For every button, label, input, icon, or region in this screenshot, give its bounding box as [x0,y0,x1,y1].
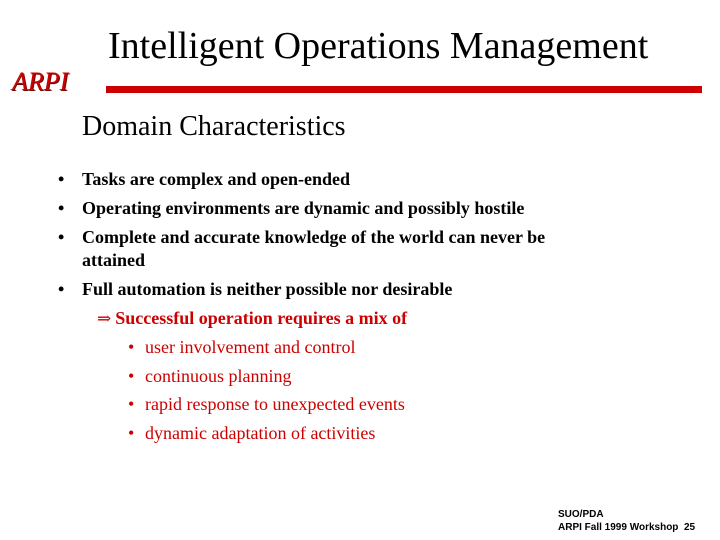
footer-event-name: ARPI Fall 1999 Workshop [558,522,679,533]
sub-bullet-icon: • [128,423,135,443]
footer-event [558,521,695,534]
slide-subtitle: Domain Characteristics [82,111,346,142]
sub-bullet-item: continuous planning [145,366,292,386]
bullet-icon: • [58,227,65,247]
sub-bullet-icon: • [128,366,135,386]
bullet-item: Tasks are complex and open-ended [82,169,351,189]
bullet-icon: • [58,198,65,218]
bullet-item-continued: attained [82,250,145,270]
bullet-item: Complete and accurate knowledge of the world can never be [82,227,546,247]
arpi-logo: ARPI [12,67,69,96]
bullet-icon: • [58,169,65,189]
implication-text: Successful operation requires a mix of [115,308,408,328]
slide-footer [558,508,695,534]
slide-title: Intelligent Operations Management [108,25,649,67]
title-divider [106,86,702,93]
implication-line [97,308,407,330]
sub-bullet-item: user involvement and control [145,337,356,357]
bullet-item: Operating environments are dynamic and possibly hostile [82,198,525,218]
sub-bullet-item: rapid response to unexpected events [145,394,405,414]
sub-bullet-icon: • [128,337,135,357]
sub-bullet-item: dynamic adaptation of activities [145,423,376,443]
sub-bullet-icon: • [128,394,135,414]
page-number: 25 [683,522,696,533]
implies-arrow-icon: ⇒ [97,309,112,329]
bullet-item: Full automation is neither possible nor desirable [82,279,453,299]
footer-org: SUO/PDA [558,509,604,520]
bullet-icon: • [58,279,65,299]
